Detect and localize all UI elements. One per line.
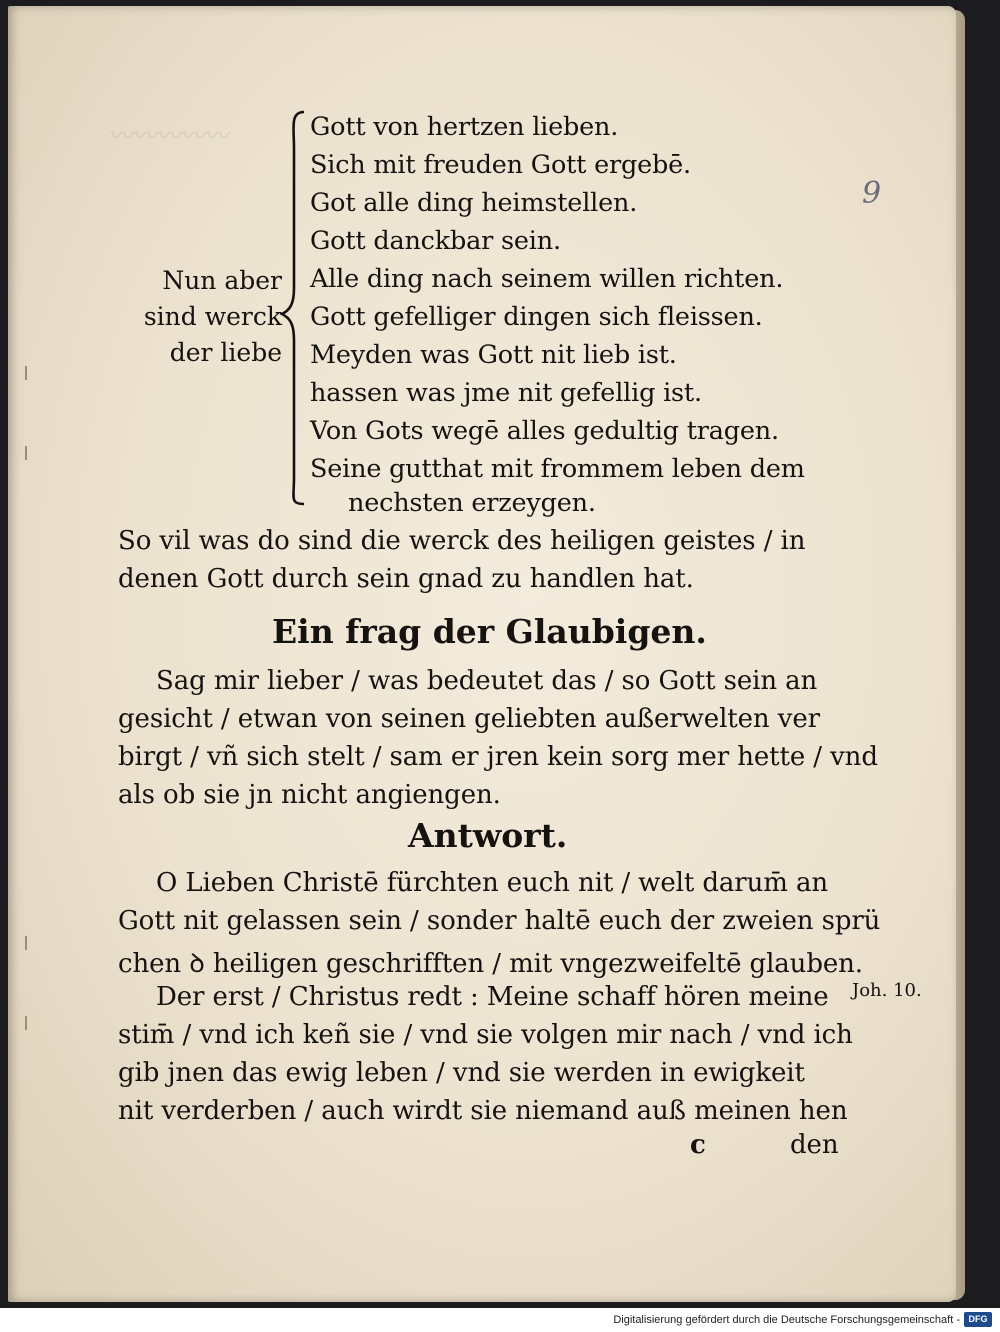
paragraph-line: Sag mir lieber / was bedeutet das / so Gott sein an <box>156 666 818 696</box>
binding-stitch <box>25 366 27 380</box>
brace-line: nechsten erzeygen. <box>348 488 596 518</box>
catchword: den <box>790 1130 839 1160</box>
paragraph-line: chen ꝺ heiligen geschrifften / mit vngezweifeltē glauben. <box>118 949 863 979</box>
brace-line: Seine gutthat mit frommem leben dem <box>310 454 805 484</box>
brace-label-line: sind werck <box>143 302 282 331</box>
paragraph-line: stim̄ / vnd ich keñ sie / vnd sie volgen mir nach / vnd ich <box>118 1020 853 1050</box>
brace-label-line: Nun aber <box>162 266 282 295</box>
section-heading: Ein frag der Glaubigen. <box>272 612 707 651</box>
paragraph-line: als ob sie jn nicht angiengen. <box>118 780 501 810</box>
binding-stitch <box>25 1016 27 1030</box>
brace-line: Alle ding nach seinem willen richten. <box>310 264 784 294</box>
brace-label-line: der liebe <box>169 338 282 367</box>
paragraph-line: O Lieben Christē fürchten euch nit / welt darum̄ an <box>156 868 829 898</box>
brace-line: Gott von hertzen lieben. <box>310 112 619 142</box>
paragraph-line: gib jnen das ewig leben / vnd sie werden in ewigkeit <box>118 1058 805 1088</box>
show-through: 〰〰〰〰〰 <box>108 122 228 150</box>
brace-line: Gott gefelliger dingen sich fleissen. <box>310 302 763 332</box>
paragraph-line: Der erst / Christus redt : Meine schaff hören meine <box>156 982 829 1012</box>
footer-credit: Digitalisierung gefördert durch die Deutsche Forschungsgemeinschaft - <box>613 1314 960 1326</box>
paragraph-line: gesicht / etwan von seinen geliebten außerwelten ver <box>118 704 820 734</box>
paragraph-line: So vil was do sind die werck des heiligen geistes / in <box>118 526 806 556</box>
paragraph-line: Gott nit gelassen sein / sonder haltē euch der zweien sprü <box>118 906 881 936</box>
brace-line: Von Gots wegē alles gedultig tragen. <box>310 416 779 446</box>
signature-mark: c <box>690 1130 706 1160</box>
paragraph-line: nit verderben / auch wirdt sie niemand auß meinen hen <box>118 1096 848 1126</box>
margin-reference: Joh. 10. <box>852 980 922 1001</box>
binding-stitch <box>25 446 27 460</box>
paragraph-line: birgt / vñ sich stelt / sam er jren kein sorg mer hette / vnd <box>118 742 878 772</box>
answer-heading: Antwort. <box>408 816 568 855</box>
brace-line: Gott danckbar sein. <box>310 226 561 256</box>
dfg-logo[interactable]: DFG <box>964 1312 992 1327</box>
curly-brace <box>280 108 310 508</box>
handwritten-folio-number: 9 <box>862 176 882 211</box>
brace-line: Got alle ding heimstellen. <box>310 188 638 218</box>
brace-line: hassen was jme nit gefellig ist. <box>310 378 702 408</box>
paragraph-line: denen Gott durch sein gnad zu handlen hat. <box>118 564 694 594</box>
brace-line: Sich mit freuden Gott ergebē. <box>310 150 691 180</box>
binding-stitch <box>25 936 27 950</box>
brace-line: Meyden was Gott nit lieb ist. <box>310 340 677 370</box>
